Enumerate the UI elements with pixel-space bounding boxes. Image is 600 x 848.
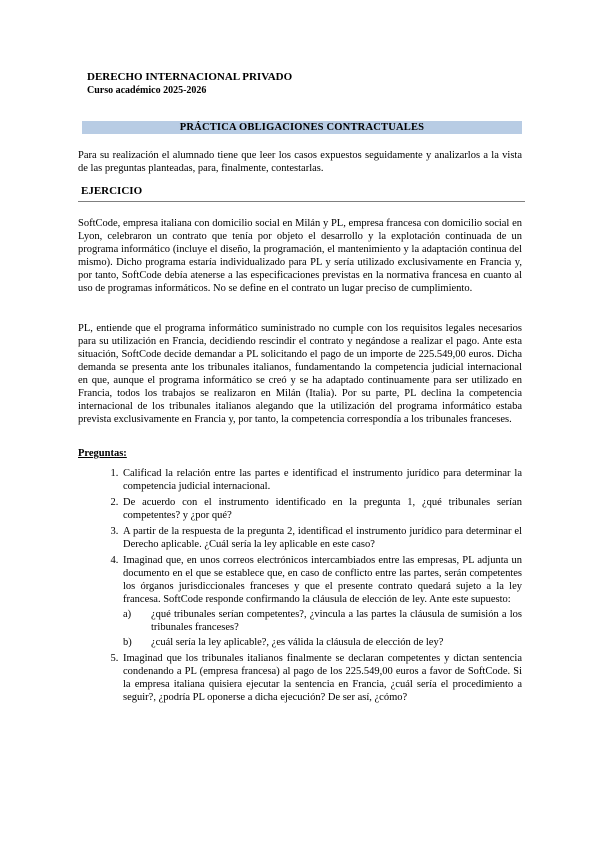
case-paragraph-2: PL, entiende que el programa informático suministrado no cumple con los requisitos legales necesarios para su utilización en Francia, decidiendo rescindir el contrato y negándose a realizar el pago. Ante esta situación, SoftCode decide demandar a PL solicitando el pago de un importe de 225.549,00 euros. Dicha demanda se presenta ante los tribunales italianos, fundamentando la competencia judicial internacional en que, aunque el programa informático se creó y se ha adaptado continuamente para ser utilizado en Francia, todos los trabajos se realizaron en Milán (Italia). Por su parte, PL declina la competencia internacional de los tribunales italianos alegando que la utilización del programa informático estaba prevista exclusivamente en Francia y, por tanto, la competencia correspondía a los tribunales franceses. xyxy=(78,323,522,425)
intro-paragraph: Para su realización el alumnado tiene que leer los casos expuestos seguidamente y analizarlos a la vista de las preguntas planteadas, para, finalmente, contestarlas. xyxy=(78,150,522,174)
question-item xyxy=(121,467,522,493)
subquestion-marker: a) xyxy=(123,609,132,620)
course-year: Curso académico 2025-2026 xyxy=(87,85,207,96)
question-item xyxy=(121,554,522,649)
case-paragraph-1: SoftCode, empresa italiana con domicilio social en Milán y PL, empresa francesa con domicilio social en Lyon, celebraron un contrato que tenía por objeto el desarrollo y la explotación continuada de un programa informático (incluye el diseño, la programación, el mantenimiento y la adaptación continua del mismo). Dicho programa estaría individualizado para PL y sería utilizado exclusivamente en Francia y, por tanto, SoftCode debía atenerse a las especificaciones previstas en la normativa francesa en cuanto al uso de programas informáticos. No se define en el contrato un lugar preciso de cumplimiento. xyxy=(78,218,522,294)
question-item xyxy=(121,496,522,522)
subquestion-text: ¿cuál sería la ley aplicable?, ¿es válida la cláusula de elección de ley? xyxy=(151,637,444,648)
subquestion-item xyxy=(123,608,522,634)
subquestion-marker: b) xyxy=(123,637,132,648)
subquestions-list xyxy=(123,608,522,649)
question-text: Calificad la relación entre las partes e identificad el instrumento jurídico para determinar la competencia judicial internacional. xyxy=(123,468,522,492)
subquestion-text: ¿qué tribunales serían competentes?, ¿vincula a las partes la cláusula de sumisión a los tribunales franceses? xyxy=(151,609,522,633)
subject-title: DERECHO INTERNACIONAL PRIVADO xyxy=(87,71,293,83)
questions-title: Preguntas: xyxy=(78,448,127,459)
questions-list xyxy=(78,467,522,707)
section-title: EJERCICIO xyxy=(78,185,525,202)
question-item xyxy=(121,525,522,551)
question-text: De acuerdo con el instrumento identificado en la pregunta 1, ¿qué tribunales serían competentes? y ¿por qué? xyxy=(123,497,522,521)
subquestion-item xyxy=(123,636,522,649)
question-text: Imaginad que los tribunales italianos finalmente se declaran competentes y dictan sentencia condenando a PL (empresa francesa) al pago de los 225.549,00 euros a favor de SoftCode. Si la empresa italiana quisiera ejecutar la sentencia en Francia, ¿cuál sería el procedimiento a seguir?, ¿podría PL oponerse a dicha ejecución? De ser así, ¿cómo? xyxy=(123,653,522,703)
practice-banner: PRÁCTICA OBLIGACIONES CONTRACTUALES xyxy=(82,121,522,134)
question-text: Imaginad que, en unos correos electrónicos intercambiados entre las empresas, PL adjunta un documento en el que se establece que, en caso de conflicto entre las partes, serán competentes los órganos jurisdiccionales franceses y que el presente contrato quedará sujeto a la ley francesa. SoftCode responde confirmando la cláusula de elección de ley. Ante este supuesto: xyxy=(123,555,522,605)
document-header xyxy=(87,70,292,98)
question-text: A partir de la respuesta de la pregunta 2, identificad el instrumento jurídico para determinar el Derecho aplicable. ¿Cuál sería la ley aplicable en este caso? xyxy=(123,526,522,550)
question-item xyxy=(121,652,522,704)
